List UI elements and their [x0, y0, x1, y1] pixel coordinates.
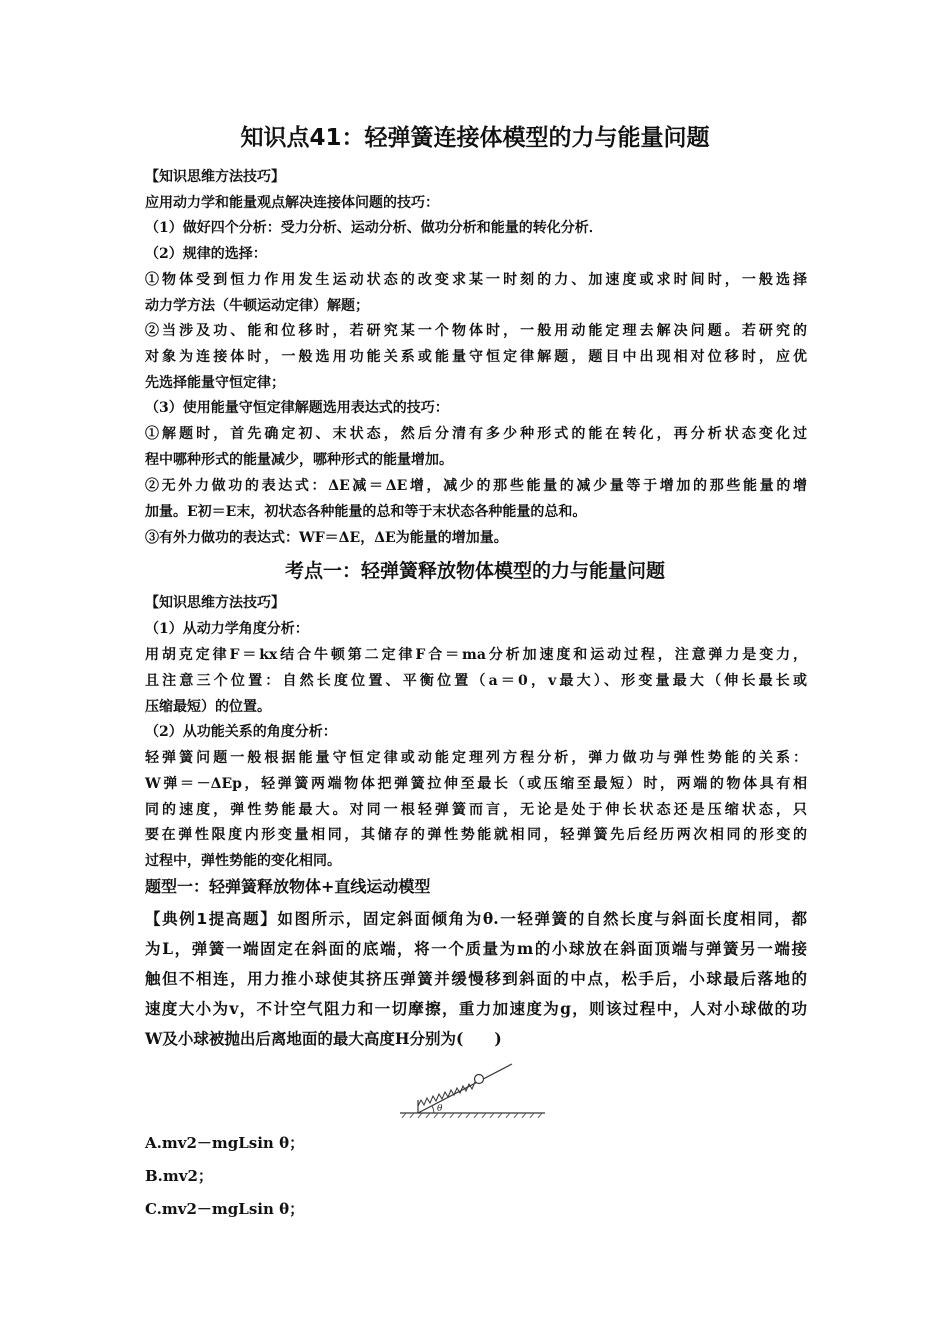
intro-line: ①解题时，首先确定初、末状态，然后分清有多少种形式的能在转化，再分析状态变化过 [145, 426, 807, 442]
section1-line: 过程中，弹性势能的变化相同。 [145, 853, 341, 869]
section1-line: （1）从动力学角度分析： [145, 621, 309, 637]
example-line: W及小球被抛出后离地面的最大高度H分别为( ) [145, 1029, 502, 1048]
angle-label: θ [437, 1104, 443, 1114]
section1-line: 同的速度，弹性势能最大。对同一根轻弹簧而言，无论是处于伸长状态还是压缩状态，只 [145, 802, 807, 818]
intro-line: ②无外力做功的表达式：ΔE减＝ΔE增，减少的那些能量的减少量等于增加的那些能量的增 [145, 478, 807, 494]
intro-line: （3）使用能量守恒定律解题选用表达式的技巧： [145, 400, 449, 416]
intro-line: （2）规律的选择： [145, 246, 267, 262]
example-line: 为L，弹簧一端固定在斜面的底端，将一个质量为m的小球放在斜面顶端与弹簧另一端接 [145, 939, 807, 958]
option-a: A.mv2－mgLsin θ； [145, 1134, 305, 1152]
page-title: 知识点41：轻弹簧连接体模型的力与能量问题 [240, 125, 710, 151]
intro-line: （1）做好四个分析：受力分析、运动分析、做功分析和能量的转化分析． [145, 220, 603, 236]
option-c: C.mv2－mgLsin θ； [145, 1200, 305, 1218]
intro-line: 加量。E初＝E末，初状态各种能量的总和等于末状态各种能量的总和。 [145, 504, 587, 520]
intro-line: 应用动力学和能量观点解决连接体问题的技巧： [145, 195, 439, 211]
intro-line: ②当涉及功、能和位移时，若研究某一个物体时，一般用动能定理去解决问题。若研究的 [145, 323, 807, 339]
section1-line: 轻弹簧问题一般根据能量守恒定律或动能定理列方程分析，弹力做功与弹性势能的关系： [145, 750, 807, 766]
example-text: 如图所示，固定斜面倾角为θ.一轻弹簧的自然长度与斜面长度相同，都 [277, 909, 807, 928]
section1-heading: 【知识思维方法技巧】 [145, 595, 285, 611]
example-line [145, 908, 807, 930]
intro-line: 动力学方法（牛顿运动定律）解题； [145, 298, 369, 314]
section1-line: （2）从功能关系的角度分析： [145, 724, 337, 740]
spring-coil [418, 1082, 475, 1106]
example-line: 速度大小为v，不计空气阻力和一切摩擦，重力加速度为g，则该过程中，人对小球做的功 [145, 999, 807, 1018]
section1-line: W弹＝－ΔEp，轻弹簧两端物体把弹簧拉伸至最长（或压缩至最短）时，两端的物体具有相 [145, 776, 807, 792]
section1-title: 考点一：轻弹簧释放物体模型的力与能量问题 [284, 560, 665, 582]
intro-line: 对象为连接体时，一般选用功能关系或能量守恒定律解题，题目中出现相对位移时，应优 [145, 349, 807, 365]
option-b: B.mv2； [145, 1167, 213, 1185]
intro-heading: 【知识思维方法技巧】 [145, 169, 285, 185]
angle-arc [432, 1106, 434, 1113]
ground-hatching [402, 1113, 542, 1118]
ball [475, 1075, 484, 1084]
section1-line: 压缩最短）的位置。 [145, 699, 271, 715]
intro-line: 先选择能量守恒定律； [145, 375, 285, 391]
section1-line: 且注意三个位置：自然长度位置、平衡位置（a＝0，v最大）、形变量最大（伸长最长或 [145, 673, 807, 689]
example-tag: 【典例1提高题】 [145, 910, 278, 928]
incline-spring-figure [400, 1060, 548, 1120]
example-line: 触但不相连，用力推小球使其挤压弹簧并缓慢移到斜面的中点，松手后，小球最后落地的 [145, 969, 807, 988]
intro-line: ①物体受到恒力作用发生运动状态的改变求某一时刻的力、加速度或求时间时，一般选择 [145, 272, 807, 288]
intro-line: ③有外力做功的表达式：WF＝ΔE，ΔE为能量的增加量。 [145, 530, 508, 546]
type1-title: 题型一：轻弹簧释放物体+直线运动模型 [145, 877, 431, 896]
section1-line: 要在弹性限度内形变量相同，其储存的弹性势能就相同，轻弹簧先后经历两次相同的形变的 [145, 827, 807, 843]
intro-line: 程中哪种形式的能量减少，哪种形式的能量增加。 [145, 452, 453, 468]
section1-line: 用胡克定律F＝kx结合牛顿第二定律F合＝ma分析加速度和运动过程，注意弹力是变力， [145, 647, 807, 663]
